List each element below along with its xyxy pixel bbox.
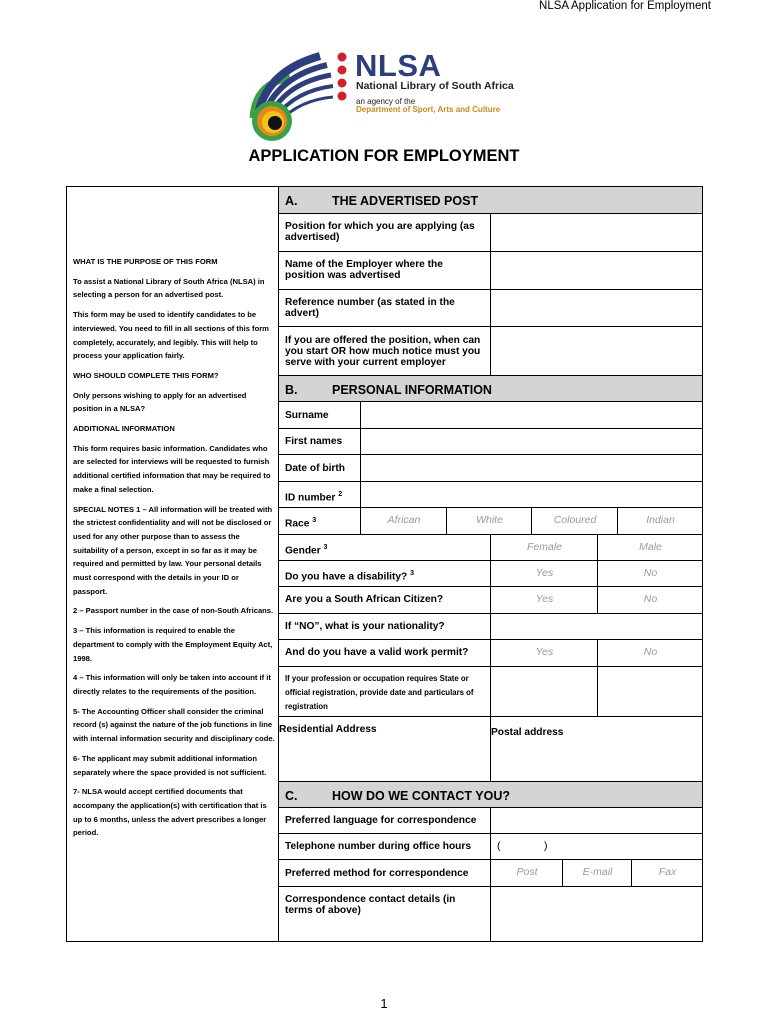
logo-agency-line: an agency of the [356, 97, 416, 106]
contact-details-label: Correspondence contact details (in terms of above) [285, 894, 456, 916]
application-form [278, 186, 703, 942]
disability-option-yes-label: Yes [535, 567, 554, 579]
phone-close-paren: ) [544, 840, 548, 852]
method-option-email-label: E-mail [582, 866, 613, 878]
race-option-indian-label: Indian [646, 514, 675, 526]
employer-row [279, 252, 702, 290]
language-input[interactable] [490, 808, 702, 833]
logo-department: Department of Sport, Arts and Culture [356, 105, 501, 114]
gender-option-female[interactable] [490, 535, 597, 560]
citizen-option-yes-label: Yes [535, 593, 554, 605]
special-note-6: 6- The applicant may submit additional information separately where the space provided is not sufficient. [73, 753, 267, 777]
permit-option-yes[interactable] [490, 640, 597, 666]
surname-label: Surname [285, 410, 329, 421]
race-option-white[interactable] [446, 508, 531, 534]
telephone-row [279, 834, 702, 860]
gender-label [285, 542, 327, 556]
gender-text: Gender [285, 545, 321, 557]
registration-particulars-input[interactable] [597, 667, 702, 716]
telephone-label: Telephone number during office hours [285, 841, 472, 852]
id-number-input[interactable] [360, 482, 702, 507]
id-number-row [279, 482, 702, 508]
method-option-fax-label: Fax [658, 866, 677, 878]
nationality-row [279, 614, 702, 640]
disability-label [285, 568, 414, 582]
section-c-letter: C. [285, 789, 298, 803]
race-option-coloured-label: Coloured [553, 514, 597, 526]
purpose-heading: WHAT IS THE PURPOSE OF THIS FORM [73, 257, 218, 266]
citizen-option-no[interactable] [597, 587, 702, 613]
start-label: If you are offered the position, when can you start OR how much notice must you serve with your current employer [285, 335, 481, 368]
surname-row [279, 402, 702, 429]
method-option-fax[interactable] [631, 860, 702, 886]
first-names-label: First names [285, 436, 343, 447]
registration-label: If your profession or occupation requires State or official registration, provide date and particulars of registration [285, 674, 474, 711]
section-b-letter: B. [285, 383, 298, 397]
citizen-option-no-label: No [643, 593, 658, 605]
method-option-post[interactable] [490, 860, 562, 886]
nlsa-logo [245, 48, 525, 143]
notes-text [73, 255, 275, 846]
position-row [279, 214, 702, 252]
gender-option-male-label: Male [639, 541, 662, 553]
dob-input[interactable] [360, 455, 702, 481]
logo-full-name: National Library of South Africa [356, 80, 514, 92]
contact-details-input[interactable] [490, 887, 702, 941]
disability-option-no-label: No [643, 567, 658, 579]
nationality-label: If “NO”, what is your nationality? [285, 621, 445, 632]
disability-text: Do you have a disability? [285, 571, 408, 583]
race-option-indian[interactable] [617, 508, 702, 534]
race-option-white-label: White [476, 514, 503, 526]
disability-row [279, 561, 702, 587]
page-number: 1 [380, 996, 388, 1011]
section-c-header [279, 782, 702, 808]
language-label: Preferred language for correspondence [285, 815, 477, 826]
method-option-email[interactable] [562, 860, 631, 886]
permit-option-no-label: No [643, 646, 658, 658]
section-a-title: THE ADVERTISED POST [332, 194, 479, 208]
special-note-2: 2 – Passport number in the case of non-South Africans. [73, 606, 274, 616]
gender-row [279, 535, 702, 561]
reference-row [279, 290, 702, 327]
employer-label: Name of the Employer where the position was advertised [285, 259, 443, 281]
notes-column [66, 186, 279, 942]
residential-address-label: Residential Address [279, 724, 377, 735]
method-row [279, 860, 702, 887]
address-row [279, 717, 702, 782]
purpose-text: To assist a National Library of South Africa (NLSA) in selecting a person for an advertised post. [73, 276, 265, 300]
start-row [279, 327, 702, 376]
citizen-row [279, 587, 702, 614]
id-number-label [285, 489, 342, 503]
dob-label: Date of birth [285, 463, 345, 474]
phone-open-paren: ( [497, 840, 501, 852]
special-note-5: 5- The Accounting Officer shall consider the criminal record (s) against the nature of the job functions in line with internal information security and disciplinary code. [73, 706, 275, 744]
gender-sup: 3 [323, 544, 328, 551]
contact-details-row [279, 887, 702, 941]
who-heading: WHO SHOULD COMPLETE THIS FORM? [73, 370, 219, 380]
start-input[interactable] [490, 327, 702, 375]
logo-title: NLSA [355, 48, 442, 83]
race-row [279, 508, 702, 535]
race-option-african[interactable] [360, 508, 446, 534]
registration-date-input[interactable] [490, 667, 597, 716]
special-note-7: 7- NLSA would accept certified documents that accompany the application(s) with certification that is up to 6 months, unless the advert prescribes a longer period. [73, 787, 267, 838]
first-names-row [279, 429, 702, 455]
id-number-sup: 2 [338, 491, 343, 498]
race-sup: 3 [312, 517, 317, 524]
gender-option-female-label: Female [526, 541, 562, 553]
citizen-label: Are you a South African Citizen? [285, 594, 444, 605]
work-permit-row [279, 640, 702, 667]
work-permit-label: And do you have a valid work permit? [285, 647, 469, 658]
gender-option-male[interactable] [597, 535, 702, 560]
section-a-letter: A. [285, 194, 298, 208]
race-label [285, 515, 316, 529]
who-text: Only persons wishing to apply for an advertised position in a NLSA? [73, 390, 247, 414]
position-label: Position for which you are applying (as advertised) [285, 221, 475, 243]
language-row [279, 808, 702, 834]
section-a-header [279, 187, 702, 214]
reference-label: Reference number (as stated in the advert) [285, 297, 455, 319]
method-label: Preferred method for correspondence [285, 868, 469, 879]
race-option-african-label: African [387, 514, 421, 526]
disability-option-yes[interactable] [490, 561, 597, 586]
postal-address-input[interactable] [490, 717, 702, 781]
postal-address-label: Postal address [491, 727, 564, 738]
dob-row [279, 455, 702, 482]
first-names-input[interactable] [360, 429, 702, 454]
purpose-text-2: This form may be used to identify candidates to be interviewed. You need to fill in all sections of this form completely, accurately, and legibly. This will help to process your application fairly. [73, 310, 269, 361]
permit-option-no[interactable] [597, 640, 702, 666]
running-header: NLSA Application for Employment [539, 0, 711, 12]
reference-input[interactable] [490, 290, 702, 326]
permit-option-yes-label: Yes [535, 646, 554, 658]
race-option-coloured[interactable] [531, 508, 617, 534]
employer-input[interactable] [490, 252, 702, 289]
telephone-input[interactable] [490, 834, 702, 859]
special-note-3: 3 – This information is required to enable the department to comply with the Employment Equity Act, 1998. [73, 626, 273, 663]
nlsa-emblem-icon [245, 48, 355, 143]
section-c-title: HOW DO WE CONTACT YOU? [332, 789, 510, 803]
additional-text: This form requires basic information. Candidates who are selected for interviews will be requested to furnish additional certified information that may be required to make a final selection. [73, 443, 271, 494]
race-text: Race [285, 518, 310, 530]
id-number-text: ID number [285, 492, 336, 504]
surname-input[interactable] [360, 402, 702, 428]
disability-option-no[interactable] [597, 561, 702, 586]
section-b-header [279, 376, 702, 402]
section-b-title: PERSONAL INFORMATION [332, 383, 492, 397]
additional-heading: ADDITIONAL INFORMATION [73, 424, 175, 434]
registration-row [279, 667, 702, 717]
position-input[interactable] [490, 214, 702, 251]
method-option-post-label: Post [516, 866, 538, 878]
special-note-4: 4 – This information will only be taken into account if it directly relates to the requirements of the position. [73, 673, 271, 696]
citizen-option-yes[interactable] [490, 587, 597, 613]
page-title: APPLICATION FOR EMPLOYMENT [248, 147, 520, 165]
nationality-input[interactable] [490, 614, 702, 639]
special-note-1: SPECIAL NOTES 1 – All information will be treated with the strictest confidentiality and will not be disclosed or used for any other purpose than to assess the suitability of a person, except in so far as it may be required and permitted by law. Your personal details must correspond with the details in your ID or passport. [73, 504, 273, 596]
disability-sup: 3 [410, 570, 415, 577]
